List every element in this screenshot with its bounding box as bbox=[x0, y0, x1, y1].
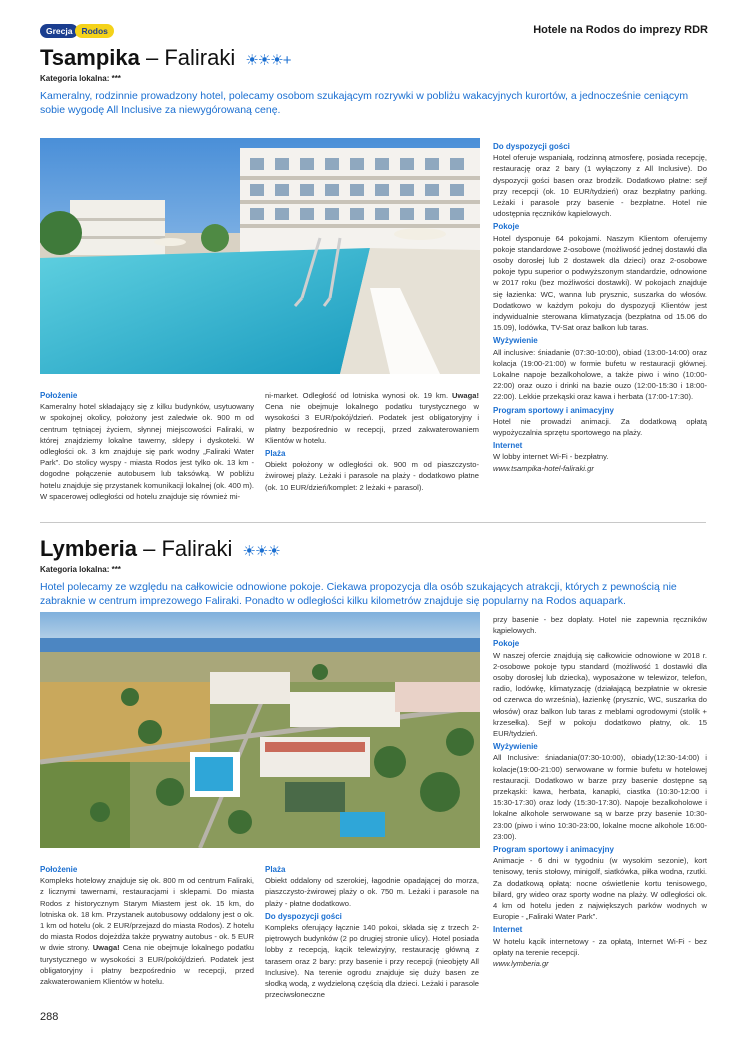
pool-photo-illustration bbox=[40, 138, 480, 374]
tax-note: Cena nie obejmuje lokalnego podatku turystycznego w wysokości 3 EUR/pokój/dzień. Podatek jest obligatoryjny i płatny bezpośrednio w recepcji, przed zakwaterowaniem Klientów w hotelu. bbox=[40, 943, 254, 987]
internet-text: W lobby internet Wi-Fi - bezpłatny. bbox=[493, 452, 609, 462]
hotel-name: Lymberia bbox=[40, 536, 138, 561]
beach-heading: Plaża bbox=[265, 449, 286, 459]
hotel-title bbox=[40, 46, 706, 73]
sport-heading: Program sportowy i animacyjny bbox=[493, 405, 614, 415]
sport-heading: Program sportowy i animacyjny bbox=[493, 845, 614, 855]
section-title: Hotele na Rodos do imprezy RDR bbox=[533, 24, 708, 36]
rooms-text: Hotel dysponuje 64 pokojami. Naszym Klientom oferujemy pokoje standardowe 2-osobowe (możliwość jednej dostawki dla osoby dorosłej lub 2 dostawek dla dzieci) oraz 2-osobowe pokoje typu superior o podwyższonym standardzie, odnowione w 2017 roku (bez możliwości dostawki). W pokojach znajduje się łazienka: WC, wanna lub prysznic, suszarka do włosów. Dodatkowo w każdym pokoju do dyspozycji Klientów jest indywidualnie sterowana klimatyzacja (bezpłatna od 15.06 do 15.09), lodówka, TV-Sat oraz balkon lub taras. bbox=[493, 233, 707, 333]
lymberia-location-column bbox=[40, 864, 254, 987]
rooms-heading: Pokoje bbox=[493, 639, 520, 649]
guest-facilities-heading: Do dyspozycji gości bbox=[493, 142, 570, 151]
hotel-intro: Kameralny, rodzinnie prowadzony hotel, polecamy osobom szukającym rozrywki w pobliżu wakacyjnych kurortów, a jednocześnie ceniącym sobie wygodę All Inclusive za niewygórowaną cenę. bbox=[40, 90, 689, 116]
board-text: All Inclusive: śniadania(07:30-10:00), obiady(12:30-14:00) i kolacje(19:00-21:00) serwowane w formie bufetu w hotelowej restauracji. Dodatkowo w barze przy basenie dostępne są przekąski: kawa, herbata, kanapki, ciastka (10:30-12:00 i 15:30-17:30) oraz lody (15:30-17:30). Napoje bezalkoholowe i lokalne alkohole serwowane są w barze przy basenie 10:30-23:00 (piwo i wino 10:30-23:00, lokalne mocne alkohole 16:00-23:00). bbox=[493, 753, 707, 841]
sport-text: Hotel nie prowadzi animacji. Za dodatkową opłatą wypożyczalnia sprzętu sportowego na plaży. bbox=[493, 416, 707, 438]
aerial-photo-illustration bbox=[40, 612, 480, 848]
guest-facilities-text: Kompleks oferujący łącznie 140 pokoi, składa się z trzech 2-piętrowych budynków (2 po drugiej stronie ulicy). Hotel posiada lobby z recepcją, kącik telewizyjny, restaurację główną z tarasem oraz 2 bary: przy basenie i przy recepcji (nieobjęty All Inclusive). Na terenie ogrodu znajduje się duży basen ze słodką wodą, z wydzieloną częścią dla dzieci. Leżaki i parasole przeciwsłoneczne bbox=[265, 923, 479, 1000]
tax-note: Cena nie obejmuje lokalnego podatku turystycznego w wysokości 3 EUR/pokój/dzień. Podatek jest obligatoryjny i płatny bezpośrednio w recepcji, przed zakwaterowaniem Klientów w hotelu. bbox=[265, 402, 479, 445]
location-text-cont bbox=[265, 390, 479, 446]
hotel-place: – Faliraki bbox=[143, 536, 233, 561]
region-tag: Rodos bbox=[75, 24, 113, 38]
location-heading: Położenie bbox=[40, 865, 78, 874]
beach-text: Obiekt położony w odległości ok. 900 m od piaszczysto-żwirowej plaży. Leżaki i parasole na plaży - dodatkowo płatne (ok. 10 EUR/dzień/komplet: 2 leżaki + parasol). bbox=[265, 460, 479, 492]
lymberia-details-column bbox=[493, 614, 707, 969]
page-number: 288 bbox=[40, 1011, 59, 1023]
warning-label: Uwaga! bbox=[92, 943, 120, 953]
beach-heading: Plaża bbox=[265, 865, 286, 874]
location-text-a: Kompleks hotelowy znajduje się ok. 800 m od centrum Faliraki, z licznymi tawernami, restauracjami i sklepami. Do miasta Rodos z historycznym Starym Miastem jest ok. 15 km, do lotniska ok. 18 km. Przystanek autobusowy oddalony jest o ok. 1 km od hotelu (ok. 2 EUR/przejazd do miasta Rodos). Z hotelu do miasta Rodos dojeżdża także prywatny autobus - ok. 5 EUR w dwie strony. bbox=[40, 876, 254, 953]
hotel-website-link[interactable]: www.lymberia.gr bbox=[493, 959, 549, 969]
board-heading: Wyżywienie bbox=[493, 742, 538, 752]
guest-facilities-heading: Do dyspozycji gości bbox=[265, 911, 342, 921]
warning-label: Uwaga! bbox=[451, 391, 479, 400]
tsampika-beach-column bbox=[265, 390, 479, 493]
sun-rating-icon: ☀☀☀ bbox=[242, 543, 280, 560]
internet-heading: Internet bbox=[493, 441, 523, 451]
board-heading: Wyżywienie bbox=[493, 336, 538, 346]
sport-text: Animacje - 6 dni w tygodniu (w wysokim sezonie), kort tenisowy, tenis stołowy, minigolf, siatkówka, piłka wodna, rzutki. Za dodatkową opłatą: nocne oświetlenie kortu tenisowego, bilard, gry wideo oraz sporty wodne na plaży. W odległości ok. 4 km od hotelu jeden z największych parków wodnych w Europie - „Faliraki Water Park”. bbox=[493, 856, 707, 922]
internet-heading: Internet bbox=[493, 925, 523, 935]
hotel-tsampika-header bbox=[40, 46, 706, 117]
section-divider bbox=[40, 522, 706, 523]
guest-facilities-text-cont: przy basenie - bez dopłaty. Hotel nie zapewnia ręczników kąpielowych. bbox=[493, 615, 707, 636]
hotel-photo-aerial bbox=[40, 612, 480, 848]
hotel-title bbox=[40, 537, 706, 564]
location-tags bbox=[40, 24, 114, 38]
location-heading: Położenie bbox=[40, 391, 78, 400]
location-text-cont-a: ni-market. Odległość od lotniska wynosi ok. 19 km. bbox=[265, 391, 449, 400]
hotel-photo-pool bbox=[40, 138, 480, 374]
beach-text: Obiekt oddalony od szerokiej, łagodnie opadającej do morza, piaszczysto-żwirowej plaży o ok. 750 m. Leżaki i parasole na plaży - płatne dodatkowo. bbox=[265, 876, 479, 908]
lymberia-beach-column bbox=[265, 864, 479, 1000]
hotel-place: – Faliraki bbox=[145, 45, 236, 70]
hotel-name: Tsampika bbox=[40, 45, 140, 70]
hotel-intro: Hotel polecamy ze względu na całkowicie odnowione pokoje. Ciekawa propozycja dla osób szukających atrakcji, których z pewnością nie zabraknie w centrum imprezowego Faliraki. Ponadto w odległości kilku kilometrów znajduje się popularny na Rodos aquapark. bbox=[40, 581, 677, 607]
hotel-website-link[interactable]: www.tsampika-hotel-faliraki.gr bbox=[493, 463, 594, 473]
rooms-heading: Pokoje bbox=[493, 222, 520, 232]
country-tag: Grecja bbox=[40, 24, 78, 38]
location-text: Kameralny hotel składający się z kilku budynków, usytuowany w spokojnej okolicy, położony jest zaledwie ok. 900 m od centrum tętniącej życiem, słynnej miejscowości Faliraki, w której znajdziemy lokalne tawerny, sklepy i dyskoteki. W odległości ok. 3 km znajduje się park wodny „Faliraki Water Park”. Do stolicy wyspy - miasta Rodos jest tylko ok. 13 km - dogodne połączenie autobusem lub taksówką. W pobliżu hotelu znajduje się przystanek komunikacji lokalnej (ok. 400 m). W spacerowej odległości od hotelu znajduje się również mi- bbox=[40, 402, 254, 501]
location-text bbox=[40, 875, 254, 987]
rooms-text: W naszej ofercie znajdują się całkowicie odnowione w 2018 r. 2-osobowe pokoje typu standard (możliwość 1 dostawki dla osoby dorosłej lub dziecka), wyposażone w telewizor, telefon, radio, lodówkę, klimatyzację (działającą bezpłatnie w okresie od czerwca do września), łazienkę (prysznic, WC, suszarka do włosów) oraz balkon lub taras z meblami ogrodowymi (stolik + krzesełka). Sejf w pokoju dodatkowo płatny, ok. 15 EUR/tydzień. bbox=[493, 650, 707, 739]
sun-rating-icon: ☀☀☀+ bbox=[245, 52, 291, 69]
local-category: Kategoria lokalna: *** bbox=[40, 565, 121, 574]
hotel-lymberia-header bbox=[40, 537, 706, 608]
guest-facilities-text: Hotel oferuje wspaniałą, rodzinną atmosferę, posiada recepcję, restaurację oraz 2 bary (1 wyłączony z All Inclusive). Do dyspozycji gości basen oraz brodzik. Dodatkowo płatne: sejf przy recepcji (ok. 10 EUR/tydzień) oraz bezpłatny parking. Leżaki i parasole przy basenie - bezpłatne. Hotel nie udostępnia ręczników kąpielowych. bbox=[493, 153, 707, 219]
tsampika-details-column bbox=[493, 141, 707, 474]
internet-text: W hotelu kącik internetowy - za opłatą, Internet Wi-Fi - bez opłaty na terenie recepcji. bbox=[493, 936, 707, 957]
local-category: Kategoria lokalna: *** bbox=[40, 74, 121, 83]
tsampika-location-column bbox=[40, 390, 254, 502]
board-text: All inclusive: śniadanie (07:30-10:00), obiad (13:00-14:00) oraz kolacja (19:00-21:00) w formie bufetu w restauracji głównej. Lokalne napoje bezalkoholowe, a także piwo i wino (10:00-22:00) oraz ouzo i drinki na bazie ouzo (12:00-15:30 i 18:00-22:00). Lekkie przekąski oraz kawa i herbata (17:00-17:30). bbox=[493, 347, 707, 402]
